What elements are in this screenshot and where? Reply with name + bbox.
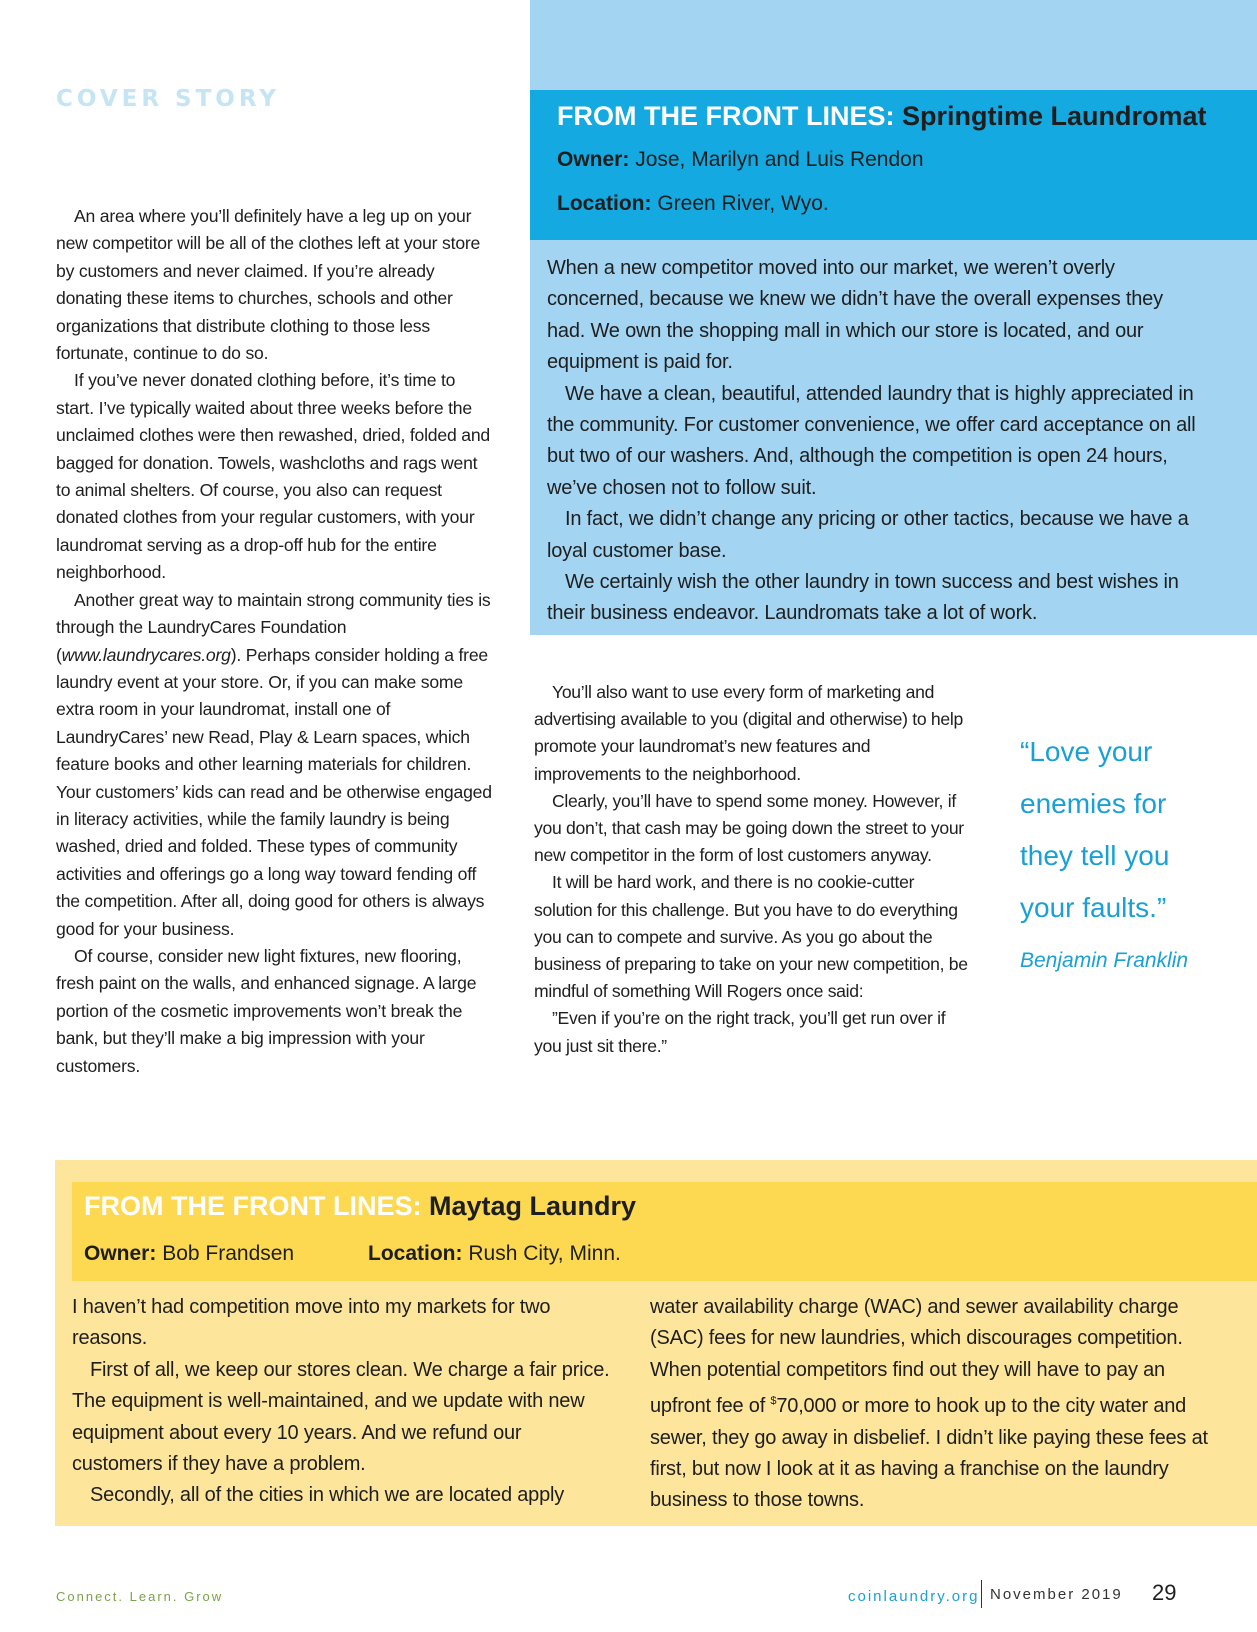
maytag-paragraph-4-start: water availability charge (WAC) and sewer availability charge (SAC) fees for new laundries, which discourages competition. When potential competitors find out they will have to pay an upfront fee of	[650, 1296, 1183, 1418]
left-paragraph-4: Of course, consider new light fixtures, new flooring, fresh paint on the walls, and enhanced signage. A large portion of the cosmetic improvements won’t break the bank, but they’ll make a big impression with your customers.	[56, 945, 477, 1076]
springtime-location	[557, 192, 829, 216]
left-paragraph-1: An area where you’ll definitely have a leg up on your new competitor will be all of the clothes left at your store by customers and never claimed. If you’re already donating these items to churches, schools and other organizations that distribute clothing to those less fortunate, continue to do so.	[56, 206, 481, 364]
middle-paragraph-1: You’ll also want to use every form of marketing and advertising available to you (digital and otherwise) to help promote your laundromat’s new features and improvements to the neighborhood.	[534, 682, 963, 784]
footer-tagline: Connect. Learn. Grow	[56, 1589, 224, 1604]
springtime-paragraph-4: We certainly wish the other laundry in town success and best wishes in their business endeavor. Laundromats take a lot of work.	[547, 571, 1179, 625]
left-paragraph-3-end: ). Perhaps consider holding a free laundry event at your store. Or, if you can make some extra room in your laundromat, install one of LaundryCares’ new Read, Play & Learn spaces, which feature books and other learning materials for children. Your customers’ kids can read and be otherwise engaged in literacy activities, while the family laundry is being washed, dried and folded. These types of community activities and offerings go a long way toward fending off the competition. After all, doing good for others is always good for your business.	[56, 644, 492, 939]
maytag-paragraph-4	[650, 1292, 1210, 1517]
springtime-location-value: Green River, Wyo.	[657, 192, 829, 215]
maytag-owner	[84, 1242, 294, 1266]
springtime-location-label: Location:	[557, 192, 652, 215]
springtime-body	[547, 253, 1197, 630]
springtime-paragraph-2: We have a clean, beautiful, attended laundry that is highly appreciated in the community. For customer convenience, we offer card acceptance on all but two of our washers. And, although the competition is open 24 hours, we’ve chosen not to follow suit.	[547, 382, 1196, 499]
springtime-title	[557, 101, 1207, 132]
pull-quote: “Love your enemies for they tell you your faults.”	[1020, 736, 1170, 923]
maytag-paragraph-4-end: 70,000 or more to hook up to the city water and sewer, they go away in disbelief. I didn’t like paying these fees at first, but now I look at it as having a franchise on the laundry business to those towns.	[650, 1395, 1208, 1512]
springtime-sidebar	[530, 0, 1257, 635]
maytag-paragraph-3: Secondly, all of the cities in which we are located apply	[90, 1484, 565, 1507]
springtime-owner-label: Owner:	[557, 148, 630, 171]
maytag-column-left	[72, 1292, 612, 1512]
left-paragraph-2: If you’ve never donated clothing before, it’s time to start. I’ve typically waited about three weeks before the unclaimed clothes were then rewashed, dried, folded and bagged for donation. Towels, washcloths and rags went to animal shelters. Of course, you also can request donated clothes from your regular customers, with your laundromat serving as a drop-off hub for the entire neighborhood.	[56, 370, 491, 583]
maytag-paragraph-1: I haven’t had competition move into my markets for two reasons.	[72, 1296, 551, 1350]
left-paragraph-3	[56, 587, 496, 943]
middle-paragraph-3: It will be hard work, and there is no cookie-cutter solution for this challenge. But you have to do everything you can to compete and survive. As you go about the business of preparing to take on your new competition, be mindful of something Will Rogers once said:	[534, 872, 968, 1002]
maytag-paragraph-2: First of all, we keep our stores clean. We charge a fair price. The equipment is well-maintained, and we update with new equipment about every 10 years. And we refund our customers if they have a problem.	[72, 1358, 610, 1476]
left-column	[56, 203, 496, 1080]
left-paragraph-3-start: Another great way to maintain strong community ties is through the LaundryCares Foundation (	[56, 589, 491, 665]
springtime-owner-value: Jose, Marilyn and Luis Rendon	[635, 148, 924, 171]
springtime-header	[530, 90, 1257, 240]
middle-paragraph-2: Clearly, you’ll have to spend some money. However, if you don’t, that cash may be going down the street to your new competitor in the form of lost customers anyway.	[534, 790, 964, 866]
maytag-title-lead: FROM THE FRONT LINES:	[84, 1191, 422, 1221]
springtime-title-name: Springtime Laundromat	[902, 101, 1207, 131]
springtime-owner	[557, 148, 924, 172]
dollar-sign: $	[770, 1395, 777, 1408]
laundrycares-link[interactable]: www.laundrycares.org	[61, 644, 231, 665]
maytag-column-right	[650, 1292, 1210, 1517]
springtime-title-lead: FROM THE FRONT LINES:	[557, 101, 895, 131]
springtime-paragraph-3: In fact, we didn’t change any pricing or other tactics, because we have a loyal customer base.	[547, 508, 1189, 562]
footer-site-link[interactable]: coinlaundry.org	[848, 1588, 980, 1605]
section-kicker: COVER STORY	[56, 86, 280, 112]
maytag-sidebar	[55, 1160, 1257, 1526]
middle-column	[534, 679, 974, 1060]
middle-paragraph-4: ”Even if you’re on the right track, you’ll get run over if you just sit there.”	[534, 1008, 946, 1056]
springtime-paragraph-1: When a new competitor moved into our market, we weren’t overly concerned, because we knew we didn’t have the overall expenses they had. We own the shopping mall in which our store is located, and our equipment is paid for.	[547, 257, 1163, 374]
maytag-header	[72, 1182, 1257, 1281]
maytag-owner-value: Bob Frandsen	[162, 1242, 295, 1265]
maytag-location-label: Location:	[368, 1242, 463, 1265]
maytag-location-value: Rush City, Minn.	[468, 1242, 621, 1265]
pull-quote-author: Benjamin Franklin	[1020, 949, 1189, 972]
maytag-owner-label: Owner:	[84, 1242, 157, 1265]
footer-divider	[981, 1580, 982, 1608]
footer-date: November 2019	[990, 1586, 1123, 1603]
maytag-title	[84, 1191, 636, 1222]
page-number: 29	[1152, 1580, 1177, 1605]
maytag-title-name: Maytag Laundry	[429, 1191, 637, 1221]
maytag-location	[368, 1242, 621, 1266]
